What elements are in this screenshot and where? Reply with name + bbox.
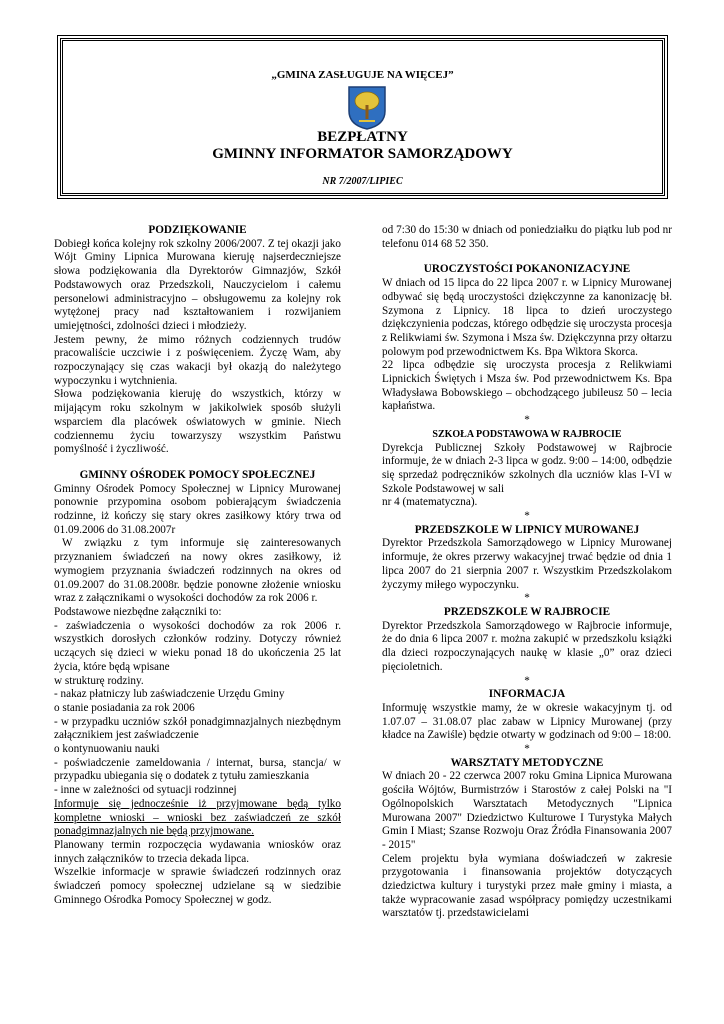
paragraph: Podstawowe niezbędne załączniki to:	[54, 605, 222, 618]
heading-przedszkole-lipnica: PRZEDSZKOLE W LIPNICY MUROWANEJ	[414, 523, 640, 536]
paragraph: Jestem pewny, że mimo różnych codziennych trudów pracowaliście uczciwie i z poświęceniem. Życzę Wam, aby rozpoczynający się czas wakacji był okazją do należytego wypoczynku i wytchnienia.	[54, 333, 341, 387]
list-item: - poświadczenie zameldowania / internat, bursa, stancja/ w przypadku ubiegania się o dodatek z tytułu zamieszkania	[54, 756, 341, 783]
title-line-2: GMINNY INFORMATOR SAMORZĄDOWY	[212, 146, 513, 162]
separator-star: *	[524, 674, 530, 687]
heading-informacja: INFORMACJA	[488, 688, 566, 701]
paragraph: Informuję wszystkie mamy, że w okresie wakacyjnym tj. od 1.07.07 – 31.08.07 plac zabaw w Lipnicy Murowanej (przy kładce na Zawiśle) będzie otwarty w godzinach od 9:00 – 18:00.	[382, 701, 672, 742]
paragraph: Wszelkie informacje w sprawie świadczeń rodzinnych oraz świadczeń pomocy społecznej udzielane są w siedzibie Gminnego Ośrodka Pomocy Społecznej w godz.	[54, 866, 341, 906]
paragraph: W związku z tym informuje się zainteresowanych przyznaniem świadczeń na nowy okres zasiłkowy, iż wymogiem przyznania świadczeń rodzinnych na okres od 01.09.2007 do 31.08.2008r. będzie ponowne złożenie wniosku wraz z załącznikami o wysokości dochodów za rok 2006 r.	[54, 537, 341, 605]
paragraph: Dobiegł końca kolejny rok szkolny 2006/2007. Z tej okazji jako Wójt Gminy Lipnica Murowana kieruję najserdeczniejsze słowa podziękowania dla Dyrektorów Gimnazjów, Szkół Podstawowych oraz Przedszkoli, Nauczycielom i całemu personelowi administracyjno – obsługowemu za kolejny rok wytężonej pracy nad kształtowaniem i rozwijaniem umiejętności, zdolności dzieci i młodzieży.	[54, 237, 341, 332]
paragraph: Gminny Ośrodek Pomocy Społecznej w Lipnicy Murowanej ponownie przypomina osobom pobierającym świadczenia rodzinne, iż kończy się stary okres zasiłkowy który trwa od 01.09.2006 do 31.08.2007r	[54, 482, 341, 536]
underlined-notice: Informuje się jednocześnie iż przyjmowane będą tylko kompletne wnioski – wnioski bez zaświadczeń ze szkół ponadgimnazjalnych nie będą przyjmowane.	[54, 797, 341, 838]
paragraph: W dniach od 15 lipca do 22 lipca 2007 r. w Lipnicy Murowanej odbywać się będą uroczystości dziękczynne za kanonizację bł. Szymona z Lipnicy. 18 lipca to dzień uroczystego dziękczynienia podczas, którego odbędzie się uroczysta procesja z Relikwiami św. Szymona i Msza św. Dziękczynna przy ołtarzu polowym pod przewodnictwem Ks. Bpa Wiktora Skorca.	[382, 277, 672, 358]
title-line-1: BEZPŁATNY	[317, 129, 408, 145]
list-item: o stanie posiadania za rok 2006	[54, 701, 195, 714]
paragraph: Planowany termin rozpoczęcia wydawania wniosków oraz innych załączników to trzecia dekada lipca.	[54, 838, 341, 865]
paragraph: Słowa podziękowania kieruję do wszystkich, którzy w mijającym roku szkolnym w jakikolwiek sposób służyli wsparciem dla placówek oświatowych w gminie. Niech codziennemu życiu towarzyszy wszystkim Państwu pomyślność i życzliwość.	[54, 388, 341, 456]
masthead-box	[60, 38, 665, 196]
paragraph: W dniach 20 - 22 czerwca 2007 roku Gmina Lipnica Murowana gościła Wójtów, Burmistrzów i Starostów z całej Polski na "I Ogólnopolskich Warsztatach Metodycznych "Lipnica Murowana 2007" Dziedzictwo Kulturowe I Turystyka Małych Gmin I Miast; Szanse Rozwoju Oraz Źródła Finansowania 2007 - 2015"	[382, 770, 672, 851]
separator-star: *	[524, 743, 530, 756]
paragraph: Dyrekcja Publicznej Szkoły Podstawowej w Rajbrocie informuje, że w dniach 2-3 lipca w godz. 9:00 – 14:00, odbędzie się sprzedaż podręczników szkolnych dla uczniów klas I-VI w Szkole Podstawowej w sali	[382, 441, 672, 495]
separator-star: *	[524, 510, 530, 523]
heading-przedszkole-rajbrot: PRZEDSZKOLE W RAJBROCIE	[443, 605, 611, 618]
list-item: - inne w zależności od sytuacji rodzinnej	[54, 784, 237, 797]
paragraph: od 7:30 do 15:30 w dniach od poniedziałku do piątku lub pod nr telefonu 014 68 52 350.	[382, 224, 672, 250]
tree-coat-of-arms-icon	[347, 85, 387, 131]
heading-uroczystosci: UROCZYSTOŚCI POKANONIZACYJNE	[423, 263, 631, 276]
paragraph: Dyrektor Przedszkola Samorządowego w Rajbrocie informuje, że do dnia 6 lipca 2007 r. można zakupić w przedszkolu książki dla dzieci rozpoczynających naukę w klasie „0” oraz dzieci pięcioletnich.	[382, 619, 672, 673]
issue-number: NR 7/2007/LIPIEC	[322, 176, 403, 187]
paragraph: nr 4 (matematyczna).	[382, 496, 478, 509]
list-item: o kontynuowaniu nauki	[54, 743, 160, 756]
paragraph: Dyrektor Przedszkola Samorządowego w Lipnicy Murowanej informuje, że okres przerwy wakacyjnej trwać będzie od dnia 1 lipca 2007 do 21 sierpnia 2007 r. Wszystkim Przedszkolakom życzymy miłego wypoczynku.	[382, 537, 672, 591]
paragraph: 22 lipca odbędzie się uroczysta procesja z Relikwiami Lipnickich Świętych i Msza św. Pod przewodnictwem Ks. Bpa Władysława Bobowskiego – obchodzącego jubileusz 50 – lecia kapłaństwa.	[382, 359, 672, 413]
separator-star: *	[524, 414, 530, 427]
right-column	[382, 224, 672, 921]
heading-warsztaty: WARSZTATY METODYCZNE	[450, 756, 604, 769]
left-column	[54, 224, 341, 907]
separator-star: *	[524, 592, 530, 605]
heading-gops: GMINNY OŚRODEK POMOCY SPOŁECZNEJ	[79, 468, 316, 481]
page-title	[63, 129, 662, 163]
heading-podziekowanie: PODZIĘKOWANIE	[148, 224, 247, 236]
motto: „GMINA ZASŁUGUJE NA WIĘCEJ”	[271, 69, 454, 81]
paragraph: Celem projektu była wymiana doświadczeń w zakresie przygotowania i finansowania projektów dotyczących dziedzictwa kultury i turystyki przez małe gminy i miasta, a także wypracowanie zasad współpracy pomiędzy uczestnikami warsztatów tj. przedstawicielami	[382, 852, 672, 920]
list-item: - nakaz płatniczy lub zaświadczenie Urzędu Gminy	[54, 688, 285, 701]
heading-szkola-rajbrot: SZKOŁA PODSTAWOWA W RAJBROCIE	[432, 428, 622, 440]
list-item: w strukturę rodziny.	[54, 674, 144, 687]
list-item: - zaświadczenia o wysokości dochodów za rok 2006 r. wszystkich dorosłych członków rodziny. Dotyczy również uczących się dzieci w wieku ponad 18 do ukończenia 25 lat życia, które będą wpisane	[54, 619, 341, 673]
list-item: - w przypadku uczniów szkół ponadgimnazjalnych niezbędnym załącznikiem jest zaświadczenie	[54, 715, 341, 742]
